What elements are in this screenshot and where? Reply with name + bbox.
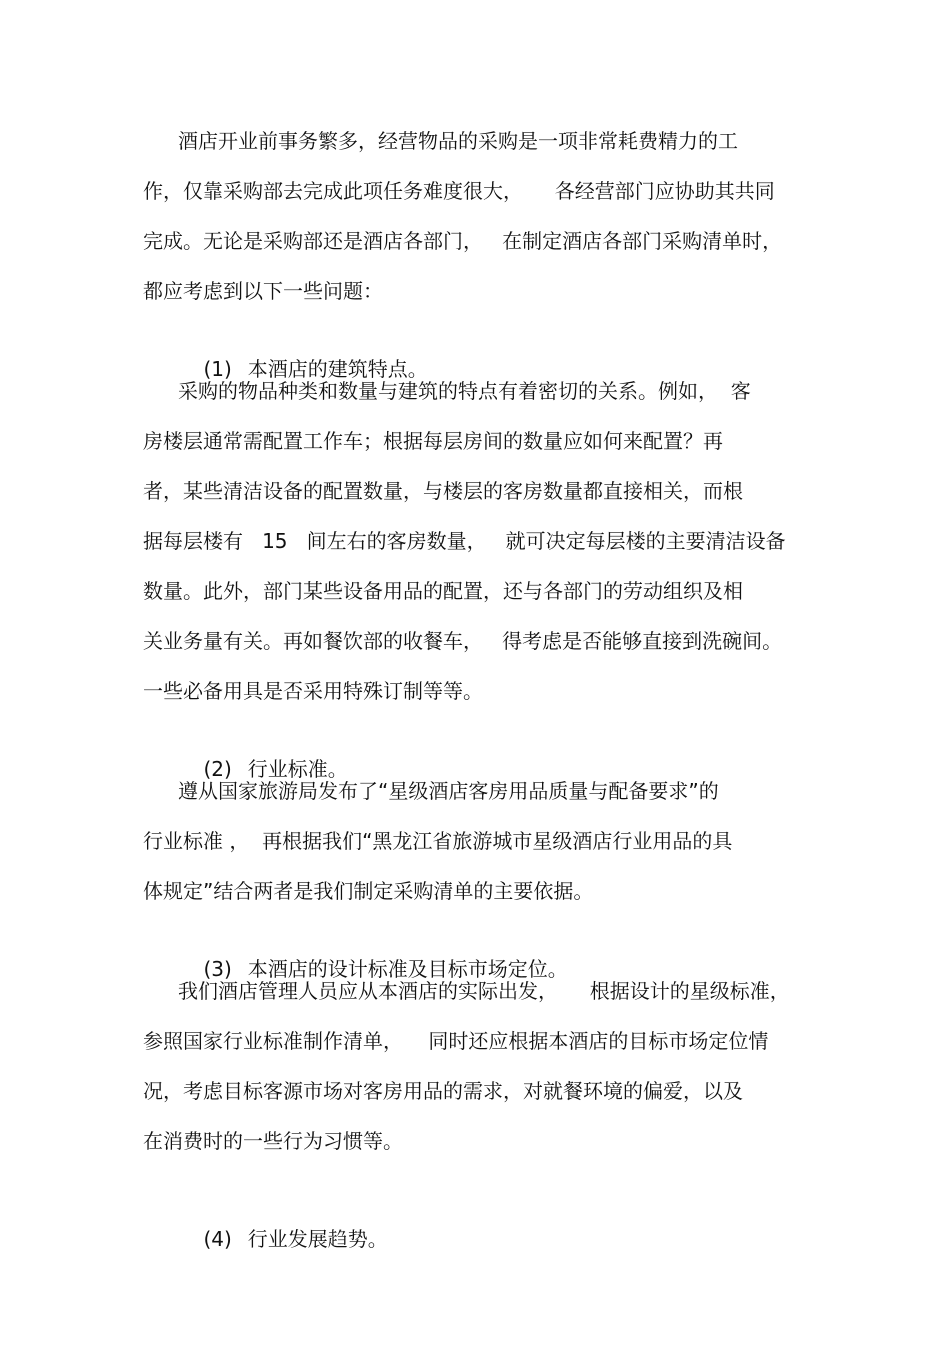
- paragraph-1-line-1: 酒店开业前事务繁多，经营物品的采购是一项非常耗费精力的工: [178, 129, 738, 153]
- paragraph-2-line-3: 者，某些清洁设备的配置数量，与楼层的客房数量都直接相关，而根: [143, 479, 743, 503]
- paragraph-1-line-2: 作，仅靠采购部去完成此项任务难度很大， 各经营部门应协助其共同: [143, 179, 775, 203]
- paragraph-4-line-4: 在消费时的一些行为习惯等。: [143, 1129, 403, 1153]
- paragraph-2-line-1: 采购的物品种类和数量与建筑的特点有着密切的关系。例如， 客: [178, 379, 751, 403]
- paragraph-4-line-1: 我们酒店管理人员应从本酒店的实际出发， 根据设计的星级标准，: [178, 979, 790, 1003]
- heading-3-number: (3): [203, 957, 232, 981]
- paragraph-3-line-3: 体规定”结合两者是我们制定采购清单的主要依据。: [143, 879, 594, 903]
- heading-3-text: 本酒店的设计标准及目标市场定位。: [247, 957, 568, 981]
- heading-4: [178, 1197, 388, 1281]
- paragraph-3-line-2: 行业标准 ， 再根据我们“黑龙江省旅游城市星级酒店行业用品的具: [143, 829, 733, 853]
- heading-4-text: 行业发展趋势。: [247, 1227, 388, 1251]
- paragraph-1-line-3: 完成。无论是采购部还是酒店各部门， 在制定酒店各部门采购清单时，: [143, 229, 783, 253]
- paragraph-3-line-1: 遵从国家旅游局发布了“星级酒店客房用品质量与配备要求”的: [178, 779, 719, 803]
- paragraph-4-line-3: 况，考虑目标客源市场对客房用品的需求，对就餐环境的偏爱，以及: [143, 1079, 743, 1103]
- paragraph-2-line-6: 关业务量有关。再如餐饮部的收餐车， 得考虑是否能够直接到洗碗间。: [143, 629, 783, 653]
- paragraph-2-line-5: 数量。此外，部门某些设备用品的配置，还与各部门的劳动组织及相: [143, 579, 743, 603]
- paragraph-2-line-4: 据每层楼有 15 间左右的客房数量， 就可决定每层楼的主要清洁设备: [143, 529, 786, 553]
- heading-4-number: (4): [203, 1227, 232, 1251]
- paragraph-2-line-2: 房楼层通常需配置工作车；根据每层房间的数量应如何来配置？再: [143, 429, 723, 453]
- heading-1-number: (1): [203, 357, 232, 381]
- heading-2-number: (2): [203, 757, 232, 781]
- paragraph-4-line-2: 参照国家行业标准制作清单， 同时还应根据本酒店的目标市场定位情: [143, 1029, 769, 1053]
- paragraph-2-line-7: 一些必备用具是否采用特殊订制等等。: [143, 679, 483, 703]
- paragraph-1-line-4: 都应考虑到以下一些问题：: [143, 279, 383, 303]
- heading-2-text: 行业标准。: [247, 757, 348, 781]
- heading-1-text: 本酒店的建筑特点。: [247, 357, 428, 381]
